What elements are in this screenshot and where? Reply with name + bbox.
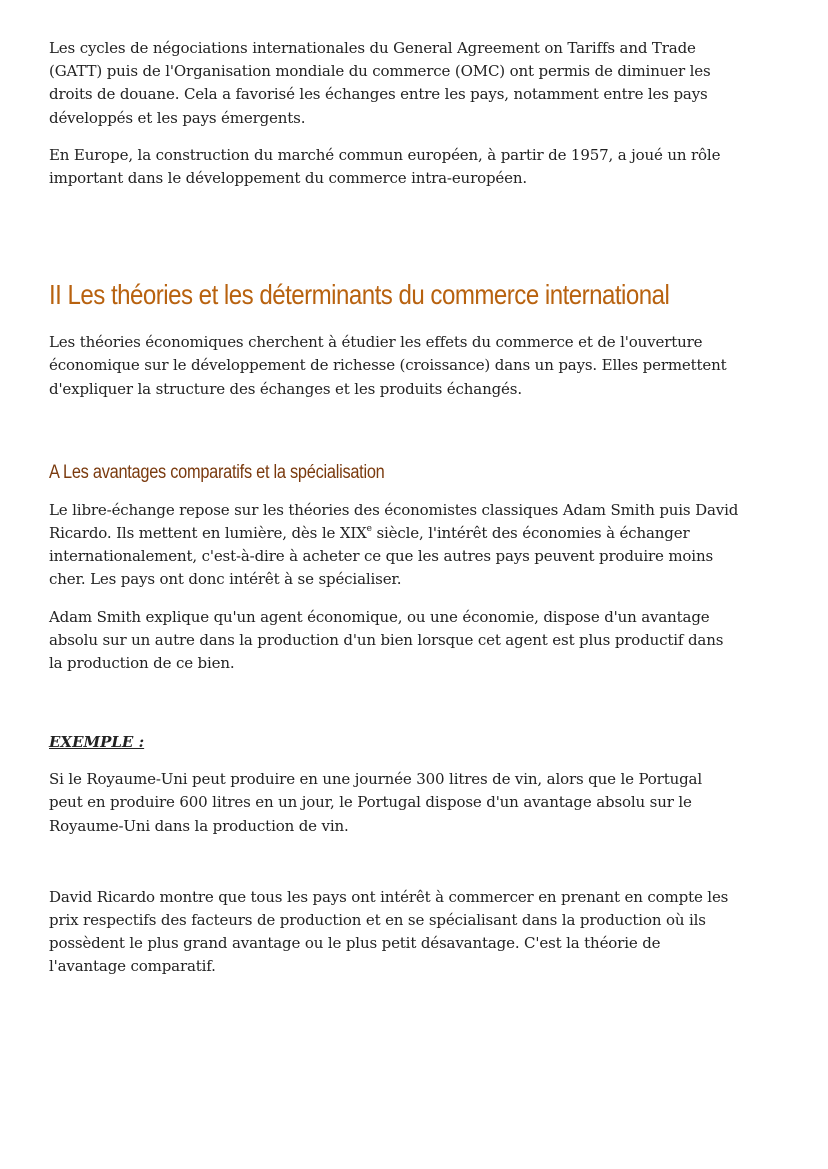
subsection-heading-wrapper [49,460,739,486]
paragraph-libre-echange [49,499,739,592]
paragraph-marche-commun: En Europe, la construction du marché commun européen, à partir de 1957, a joué un rôle important dans le développement du commerce intra-européen. [49,145,721,188]
section-heading-theories: II Les théories et les déterminants du commerce international [49,279,670,311]
subsection-heading-avantages: A Les avantages comparatifs et la spécialisation [49,461,385,483]
paragraph-libre-echange-part2: siècle, l'intérêt des économies à échanger internationalement, c'est-à-dire à acheter ce que les autres pays peuvent produire moins cher. Les pays ont donc intérêt à se spécialiser. [49,524,714,589]
paragraph-avantage-absolu: Adam Smith explique qu'un agent économique, ou une économie, dispose d'un avantage absolu sur un autre dans la production d'un bien lorsque cet agent est plus productif dans la production de ce bien. [49,607,724,673]
paragraph-avantage-comparatif: David Ricardo montre que tous les pays ont intérêt à commercer en prenant en compte les prix respectifs des facteurs de production et en se spécialisant dans la production où ils possèdent le plus grand avantage ou le plus petit désavantage. C'est la théorie de l'avantage comparatif. [49,887,729,976]
example-label: EXEMPLE : [49,733,145,752]
document-content [49,37,739,979]
paragraph-theories-economiques: Les théories économiques cherchent à étudier les effets du commerce et de l'ouverture économique sur le développement de richesse (croissance) dans un pays. Elles permettent d'expliquer la structure des échanges et les produits échangés. [49,333,727,398]
paragraph-example-vin: Si le Royaume-Uni peut produire en une journée 300 litres de vin, alors que le Portugal peut en produire 600 litres en un jour, le Portugal dispose d'un avantage absolu sur le Royaume-Uni dans la production de vin. [49,770,702,835]
section-heading-wrapper [49,275,739,315]
paragraph-gatt-omc: Les cycles de négociations internationales du General Agreement on Tariffs and Trade (GATT) puis de l'Organisation mondiale du commerce (OMC) ont permis de diminuer les droits de douane. Cela a favorisé les échanges entre les pays, notamment entre les pays développés et les pays émergents. [49,39,711,127]
century-superscript: e [366,524,372,535]
paragraph-libre-echange-part1: Le libre-échange repose sur les théories des économistes classiques Adam Smith puis David Ricardo. Ils mettent en lumière, dès le XIX [49,500,739,543]
